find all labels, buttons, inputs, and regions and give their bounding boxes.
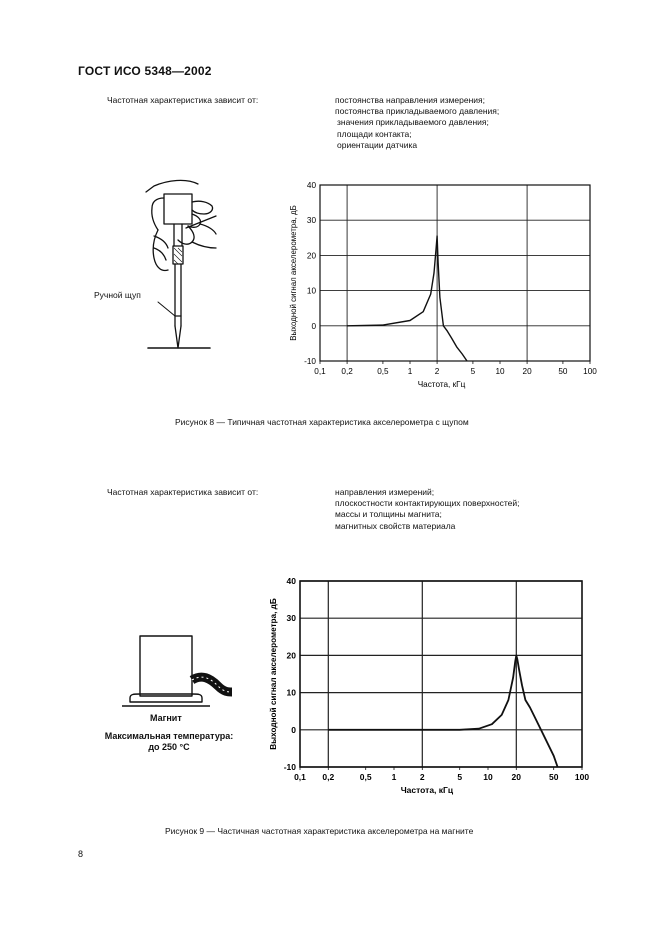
x-tick-label: 1 xyxy=(407,367,413,376)
condition-item: массы и толщины магнита; xyxy=(335,509,442,520)
magnet-mount-illustration xyxy=(118,630,243,712)
conditions-list-2 xyxy=(335,487,520,532)
y-axis-label: Выходной сигнал акселерометра, дБ xyxy=(269,598,278,750)
condition-item: направления измерений; xyxy=(335,487,435,497)
x-tick-label: 2 xyxy=(434,367,440,376)
x-tick-label: 100 xyxy=(583,367,597,376)
x-tick-label: 10 xyxy=(483,772,493,782)
frequency-response-chart-1 xyxy=(282,180,602,400)
x-axis-label: Частота, кГц xyxy=(400,785,454,795)
condition-item: плоскостности контактирующих поверхностей; xyxy=(335,498,520,509)
x-tick-label: 100 xyxy=(574,772,590,782)
y-tick-label: 0 xyxy=(311,321,316,331)
frequency-response-chart-2 xyxy=(262,576,602,806)
probe-label: Ручной щуп xyxy=(94,290,141,300)
x-axis-label: Частота, кГц xyxy=(417,380,466,389)
y-tick-label: 10 xyxy=(286,687,296,698)
x-tick-label: 1 xyxy=(391,772,397,782)
magnet-label: Магнит xyxy=(150,713,182,723)
plot-frame xyxy=(300,581,582,767)
x-tick-label: 5 xyxy=(470,367,476,376)
document-header: ГОСТ ИСО 5348—2002 xyxy=(78,64,212,78)
depends-label-1: Частотная характеристика зависит от: xyxy=(107,95,259,105)
x-tick-label: 5 xyxy=(457,772,463,782)
y-tick-label: 40 xyxy=(286,576,296,586)
condition-item: значения прикладываемого давления; xyxy=(337,117,489,128)
depends-label-2: Частотная характеристика зависит от: xyxy=(107,487,259,497)
plot-frame xyxy=(320,185,590,361)
x-tick-label: 50 xyxy=(548,772,559,782)
y-tick-label: 30 xyxy=(306,216,316,226)
x-tick-label: 0,2 xyxy=(322,772,335,782)
condition-item: магнитных свойств материала xyxy=(335,520,456,531)
hand-probe-illustration xyxy=(88,176,218,356)
x-tick-label: 20 xyxy=(522,367,532,376)
x-tick-label: 0,1 xyxy=(314,367,326,376)
x-tick-label: 0,5 xyxy=(377,367,389,376)
temperature-note-line-1: Максимальная температура: xyxy=(104,731,234,741)
condition-item: ориентации датчика xyxy=(337,139,418,150)
y-tick-label: 10 xyxy=(306,286,316,296)
x-tick-label: 2 xyxy=(419,772,425,782)
x-tick-label: 20 xyxy=(511,772,522,782)
y-tick-label: 20 xyxy=(306,251,316,261)
y-tick-label: -10 xyxy=(283,762,296,772)
y-tick-label: -10 xyxy=(304,357,316,366)
temperature-note-line-2: до 250 °С xyxy=(148,742,190,752)
y-axis-label: Выходной сигнал акселерометра, дБ xyxy=(289,205,298,341)
y-tick-label: 30 xyxy=(286,613,296,624)
figure-8-caption: Рисунок 8 — Типичная частотная характеристика акселерометра с щупом xyxy=(175,417,469,427)
condition-item: постоянства прикладываемого давления; xyxy=(335,106,500,117)
x-tick-label: 50 xyxy=(558,367,568,376)
series-line xyxy=(347,236,467,361)
x-tick-label: 10 xyxy=(495,367,505,376)
x-tick-label: 0,1 xyxy=(294,772,306,782)
temperature-note xyxy=(99,731,239,753)
page-number: 8 xyxy=(78,849,84,859)
y-tick-label: 40 xyxy=(306,181,316,190)
x-tick-label: 0,2 xyxy=(341,367,353,376)
series-line xyxy=(328,655,557,767)
conditions-list-1 xyxy=(335,95,499,151)
condition-item: постоянства направления измерения; xyxy=(335,95,486,105)
x-tick-label: 0,5 xyxy=(359,772,372,782)
figure-9-caption: Рисунок 9 — Частичная частотная характеристика акселерометра на магните xyxy=(165,826,474,836)
condition-item: площади контакта; xyxy=(337,128,412,139)
y-tick-label: 0 xyxy=(291,724,296,735)
y-tick-label: 20 xyxy=(286,650,296,661)
